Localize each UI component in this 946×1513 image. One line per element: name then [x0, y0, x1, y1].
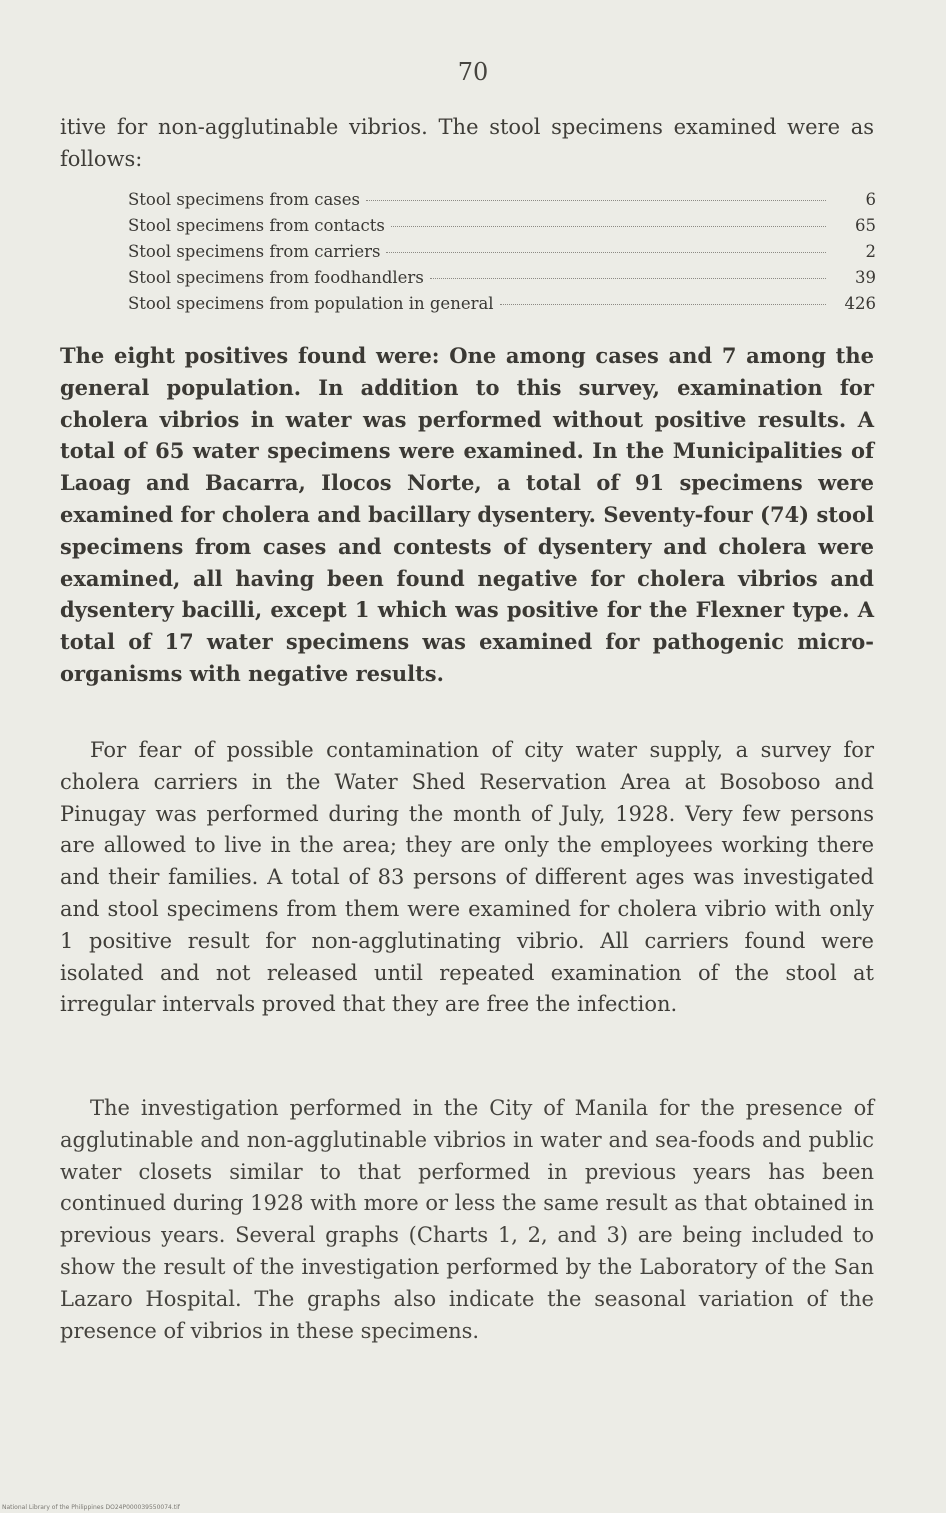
- table-row: [128, 294, 876, 320]
- specimen-label: Stool specimens from contacts: [128, 216, 385, 235]
- specimen-label: Stool specimens from population in general: [128, 294, 494, 313]
- specimen-label: Stool specimens from carriers: [128, 242, 381, 261]
- leader-dots: [386, 252, 826, 253]
- leader-dots: [366, 200, 826, 201]
- leader-dots: [500, 304, 826, 305]
- specimen-count: 6: [865, 190, 876, 209]
- page-number: 70: [457, 58, 489, 86]
- specimen-table: [128, 190, 876, 320]
- leader-dots: [391, 226, 826, 227]
- scan-caption: National Library of the Philippines DO24P000039550074.tif: [2, 1504, 180, 1511]
- specimen-count: 2: [865, 242, 876, 261]
- specimen-count: 426: [844, 294, 876, 313]
- specimen-label: Stool specimens from cases: [128, 190, 360, 209]
- table-row: [128, 268, 876, 294]
- paragraph-manila-investigation: The investigation performed in the City of Manila for the presence of agglutinable and non-agglutinable vibrios in water and sea-foods and public water closets similar to that performed in previous years has been continued during 1928 with more or less the same result as that obtained in previous years. Several graphs (Charts 1, 2, and 3) are being included to show the result of the investigation performed by the Laboratory of the San Lazaro Hospital. The graphs also indicate the seasonal variation of the presence of vibrios in these specimens.: [60, 1096, 874, 1343]
- table-row: [128, 242, 876, 268]
- table-row: [128, 216, 876, 242]
- leader-dots: [430, 278, 826, 279]
- paragraph-water-survey: For fear of possible contamination of city water supply, a survey for cholera carriers in the Water Shed Reservation Area at Bosoboso and Pinugay was performed during the month of July, 1928. Very few persons are allowed to live in the area; they are only the employees working there and their families. A total of 83 persons of different ages was investigated and stool specimens from them were examined for cholera vibrio with only 1 positive result for non-agglutinating vibrio. All carriers found were isolated and not released until repeated examination of the stool at irregular intervals proved that they are free the infection.: [60, 738, 874, 1017]
- paragraph-positives: The eight positives found were: One among cases and 7 among the general population. In addition to this survey, examination for cholera vibrios in water was performed without positive results. A total of 65 water specimens were examined. In the Municipalities of Laoag and Bacarra, Ilocos Norte, a total of 91 specimens were examined for cholera and bacillary dysentery. Seventy-four (74) stool specimens from cases and contests of dysentery and cholera were examined, all having been found negative for cholera vibrios and dysentery bacilli, except 1 which was positive for the Flexner type. A total of 17 water specimens was examined for pathogenic micro-organisms with negative results.: [60, 343, 874, 686]
- specimen-count: 39: [855, 268, 876, 287]
- table-row: [128, 190, 876, 216]
- specimen-count: 65: [855, 216, 876, 235]
- intro-text: itive for non-agglutinable vibrios. The stool specimens examined were as follows:: [60, 115, 874, 171]
- specimen-label: Stool specimens from foodhandlers: [128, 268, 424, 287]
